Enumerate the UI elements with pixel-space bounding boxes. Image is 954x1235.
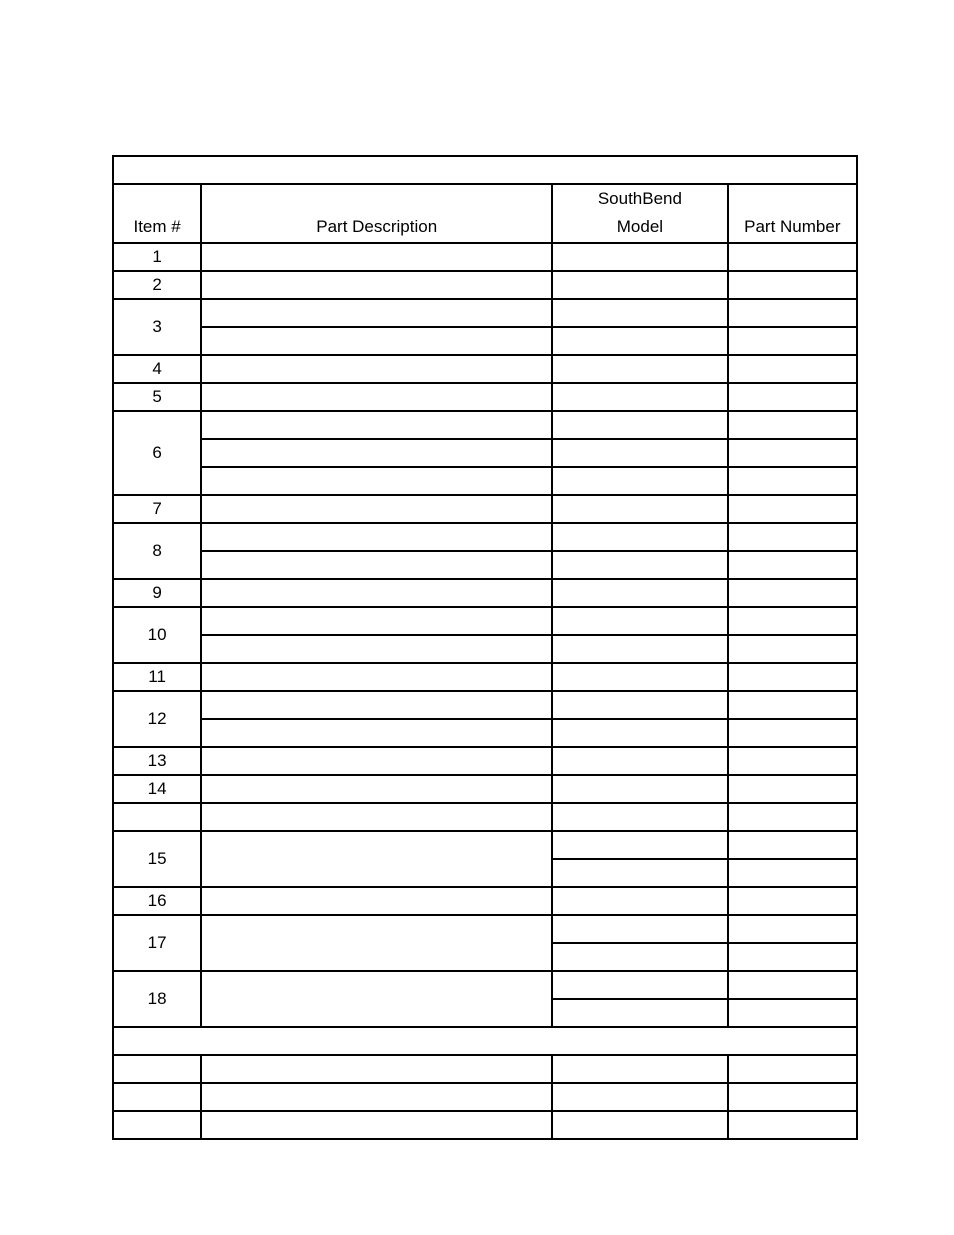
description-cell[interactable] bbox=[201, 1055, 552, 1083]
model-cell[interactable] bbox=[552, 999, 727, 1027]
header-item: Item # bbox=[113, 184, 201, 243]
model-cell[interactable] bbox=[552, 635, 727, 663]
item-number[interactable] bbox=[113, 1055, 201, 1083]
model-cell[interactable] bbox=[552, 887, 727, 915]
part-number-cell[interactable] bbox=[728, 523, 857, 551]
model-cell[interactable] bbox=[552, 355, 727, 383]
item-number: 10 bbox=[113, 607, 201, 663]
part-number-cell[interactable] bbox=[728, 803, 857, 831]
table-row bbox=[113, 747, 857, 775]
item-number: 9 bbox=[113, 579, 201, 607]
description-cell[interactable] bbox=[201, 523, 552, 551]
table-row bbox=[113, 495, 857, 523]
description-cell[interactable] bbox=[201, 551, 552, 579]
table-row bbox=[113, 355, 857, 383]
part-number-cell[interactable] bbox=[728, 355, 857, 383]
model-cell[interactable] bbox=[552, 411, 727, 439]
header-southbend-model bbox=[552, 184, 727, 243]
header-row bbox=[113, 184, 857, 243]
model-cell[interactable] bbox=[552, 747, 727, 775]
part-number-cell[interactable] bbox=[728, 607, 857, 635]
part-number-cell[interactable] bbox=[728, 1111, 857, 1139]
description-cell[interactable] bbox=[201, 271, 552, 299]
description-cell[interactable] bbox=[201, 635, 552, 663]
part-number-cell[interactable] bbox=[728, 439, 857, 467]
item-number: 5 bbox=[113, 383, 201, 411]
header-part-number: Part Number bbox=[728, 184, 857, 243]
description-cell[interactable] bbox=[201, 383, 552, 411]
model-cell[interactable] bbox=[552, 579, 727, 607]
description-cell[interactable] bbox=[201, 663, 552, 691]
model-cell[interactable] bbox=[552, 607, 727, 635]
item-number: 2 bbox=[113, 271, 201, 299]
part-number-cell[interactable] bbox=[728, 943, 857, 971]
part-number-cell[interactable] bbox=[728, 775, 857, 803]
model-cell[interactable] bbox=[552, 327, 727, 355]
item-number: 7 bbox=[113, 495, 201, 523]
table-row bbox=[113, 467, 857, 495]
item-number: 13 bbox=[113, 747, 201, 775]
separator-row bbox=[113, 1027, 857, 1055]
item-number: 6 bbox=[113, 411, 201, 495]
part-number-cell[interactable] bbox=[728, 271, 857, 299]
model-cell[interactable] bbox=[552, 663, 727, 691]
description-cell[interactable] bbox=[201, 495, 552, 523]
description-cell[interactable] bbox=[201, 747, 552, 775]
item-number bbox=[113, 803, 201, 831]
table-row bbox=[113, 635, 857, 663]
description-cell[interactable] bbox=[201, 243, 552, 271]
part-number-cell[interactable] bbox=[728, 663, 857, 691]
description-cell[interactable] bbox=[201, 411, 552, 439]
model-cell[interactable] bbox=[552, 943, 727, 971]
part-number-cell[interactable] bbox=[728, 887, 857, 915]
table-row bbox=[113, 383, 857, 411]
description-cell[interactable] bbox=[201, 691, 552, 719]
part-number-cell[interactable] bbox=[728, 915, 857, 943]
table-row bbox=[113, 1055, 857, 1083]
part-number-cell[interactable] bbox=[728, 495, 857, 523]
item-number: 15 bbox=[113, 831, 201, 887]
model-cell[interactable] bbox=[552, 971, 727, 999]
model-cell[interactable] bbox=[552, 551, 727, 579]
item-number[interactable] bbox=[113, 1083, 201, 1111]
model-cell[interactable] bbox=[552, 1083, 727, 1111]
description-cell[interactable] bbox=[201, 915, 552, 971]
table-row bbox=[113, 775, 857, 803]
description-cell[interactable] bbox=[201, 327, 552, 355]
description-cell[interactable] bbox=[201, 719, 552, 747]
part-number-cell[interactable] bbox=[728, 327, 857, 355]
table-row bbox=[113, 579, 857, 607]
table-row bbox=[113, 1083, 857, 1111]
item-number: 16 bbox=[113, 887, 201, 915]
part-number-cell[interactable] bbox=[728, 691, 857, 719]
part-number-cell[interactable] bbox=[728, 859, 857, 887]
table-row bbox=[113, 691, 857, 719]
description-cell[interactable] bbox=[201, 1111, 552, 1139]
model-cell[interactable] bbox=[552, 831, 727, 859]
model-cell[interactable] bbox=[552, 523, 727, 551]
table-row bbox=[113, 299, 857, 327]
header-part-description: Part Description bbox=[201, 184, 552, 243]
part-number-cell[interactable] bbox=[728, 719, 857, 747]
part-number-cell[interactable] bbox=[728, 299, 857, 327]
model-cell[interactable] bbox=[552, 859, 727, 887]
table-row bbox=[113, 1111, 857, 1139]
table-row bbox=[113, 887, 857, 915]
table-row bbox=[113, 663, 857, 691]
description-cell[interactable] bbox=[201, 355, 552, 383]
part-number-cell[interactable] bbox=[728, 1083, 857, 1111]
description-cell[interactable] bbox=[201, 971, 552, 1027]
item-number[interactable] bbox=[113, 1111, 201, 1139]
item-number: 8 bbox=[113, 523, 201, 579]
model-cell[interactable] bbox=[552, 719, 727, 747]
model-cell[interactable] bbox=[552, 803, 727, 831]
table-row bbox=[113, 831, 857, 859]
table-title-row bbox=[113, 156, 857, 184]
part-number-cell[interactable] bbox=[728, 579, 857, 607]
item-number: 18 bbox=[113, 971, 201, 1027]
part-number-cell[interactable] bbox=[728, 831, 857, 859]
item-number: 3 bbox=[113, 299, 201, 355]
description-cell[interactable] bbox=[201, 607, 552, 635]
model-cell[interactable] bbox=[552, 467, 727, 495]
item-number: 1 bbox=[113, 243, 201, 271]
description-cell[interactable] bbox=[201, 803, 552, 831]
part-number-cell[interactable] bbox=[728, 1055, 857, 1083]
part-number-cell[interactable] bbox=[728, 411, 857, 439]
model-cell[interactable] bbox=[552, 775, 727, 803]
description-cell[interactable] bbox=[201, 1083, 552, 1111]
table-row bbox=[113, 439, 857, 467]
table-row bbox=[113, 915, 857, 943]
description-cell[interactable] bbox=[201, 887, 552, 915]
model-cell[interactable] bbox=[552, 1055, 727, 1083]
model-cell[interactable] bbox=[552, 271, 727, 299]
description-cell[interactable] bbox=[201, 775, 552, 803]
table-row bbox=[113, 607, 857, 635]
model-cell[interactable] bbox=[552, 915, 727, 943]
description-cell[interactable] bbox=[201, 439, 552, 467]
description-cell[interactable] bbox=[201, 467, 552, 495]
part-number-cell[interactable] bbox=[728, 467, 857, 495]
table-row bbox=[113, 551, 857, 579]
header-model-line2: Model bbox=[616, 217, 664, 236]
part-number-cell[interactable] bbox=[728, 635, 857, 663]
part-number-cell[interactable] bbox=[728, 747, 857, 775]
table-row bbox=[113, 803, 857, 831]
parts-list-table bbox=[112, 155, 858, 1140]
description-cell[interactable] bbox=[201, 831, 552, 887]
part-number-cell[interactable] bbox=[728, 383, 857, 411]
description-cell[interactable] bbox=[201, 299, 552, 327]
item-number: 4 bbox=[113, 355, 201, 383]
part-number-cell[interactable] bbox=[728, 551, 857, 579]
item-number: 12 bbox=[113, 691, 201, 747]
model-cell[interactable] bbox=[552, 691, 727, 719]
description-cell[interactable] bbox=[201, 579, 552, 607]
part-number-cell[interactable] bbox=[728, 243, 857, 271]
table-row bbox=[113, 411, 857, 439]
part-number-cell[interactable] bbox=[728, 999, 857, 1027]
table-row bbox=[113, 523, 857, 551]
table-row bbox=[113, 327, 857, 355]
model-cell[interactable] bbox=[552, 383, 727, 411]
table-row bbox=[113, 719, 857, 747]
table-row bbox=[113, 971, 857, 999]
model-cell[interactable] bbox=[552, 1111, 727, 1139]
model-cell[interactable] bbox=[552, 495, 727, 523]
table-row bbox=[113, 243, 857, 271]
separator-cell bbox=[113, 1027, 857, 1055]
part-number-cell[interactable] bbox=[728, 971, 857, 999]
model-cell[interactable] bbox=[552, 299, 727, 327]
header-model-line1: SouthBend bbox=[597, 189, 682, 208]
model-cell[interactable] bbox=[552, 243, 727, 271]
item-number: 11 bbox=[113, 663, 201, 691]
table-row bbox=[113, 271, 857, 299]
title-cell bbox=[113, 156, 857, 184]
model-cell[interactable] bbox=[552, 439, 727, 467]
item-number: 17 bbox=[113, 915, 201, 971]
item-number: 14 bbox=[113, 775, 201, 803]
